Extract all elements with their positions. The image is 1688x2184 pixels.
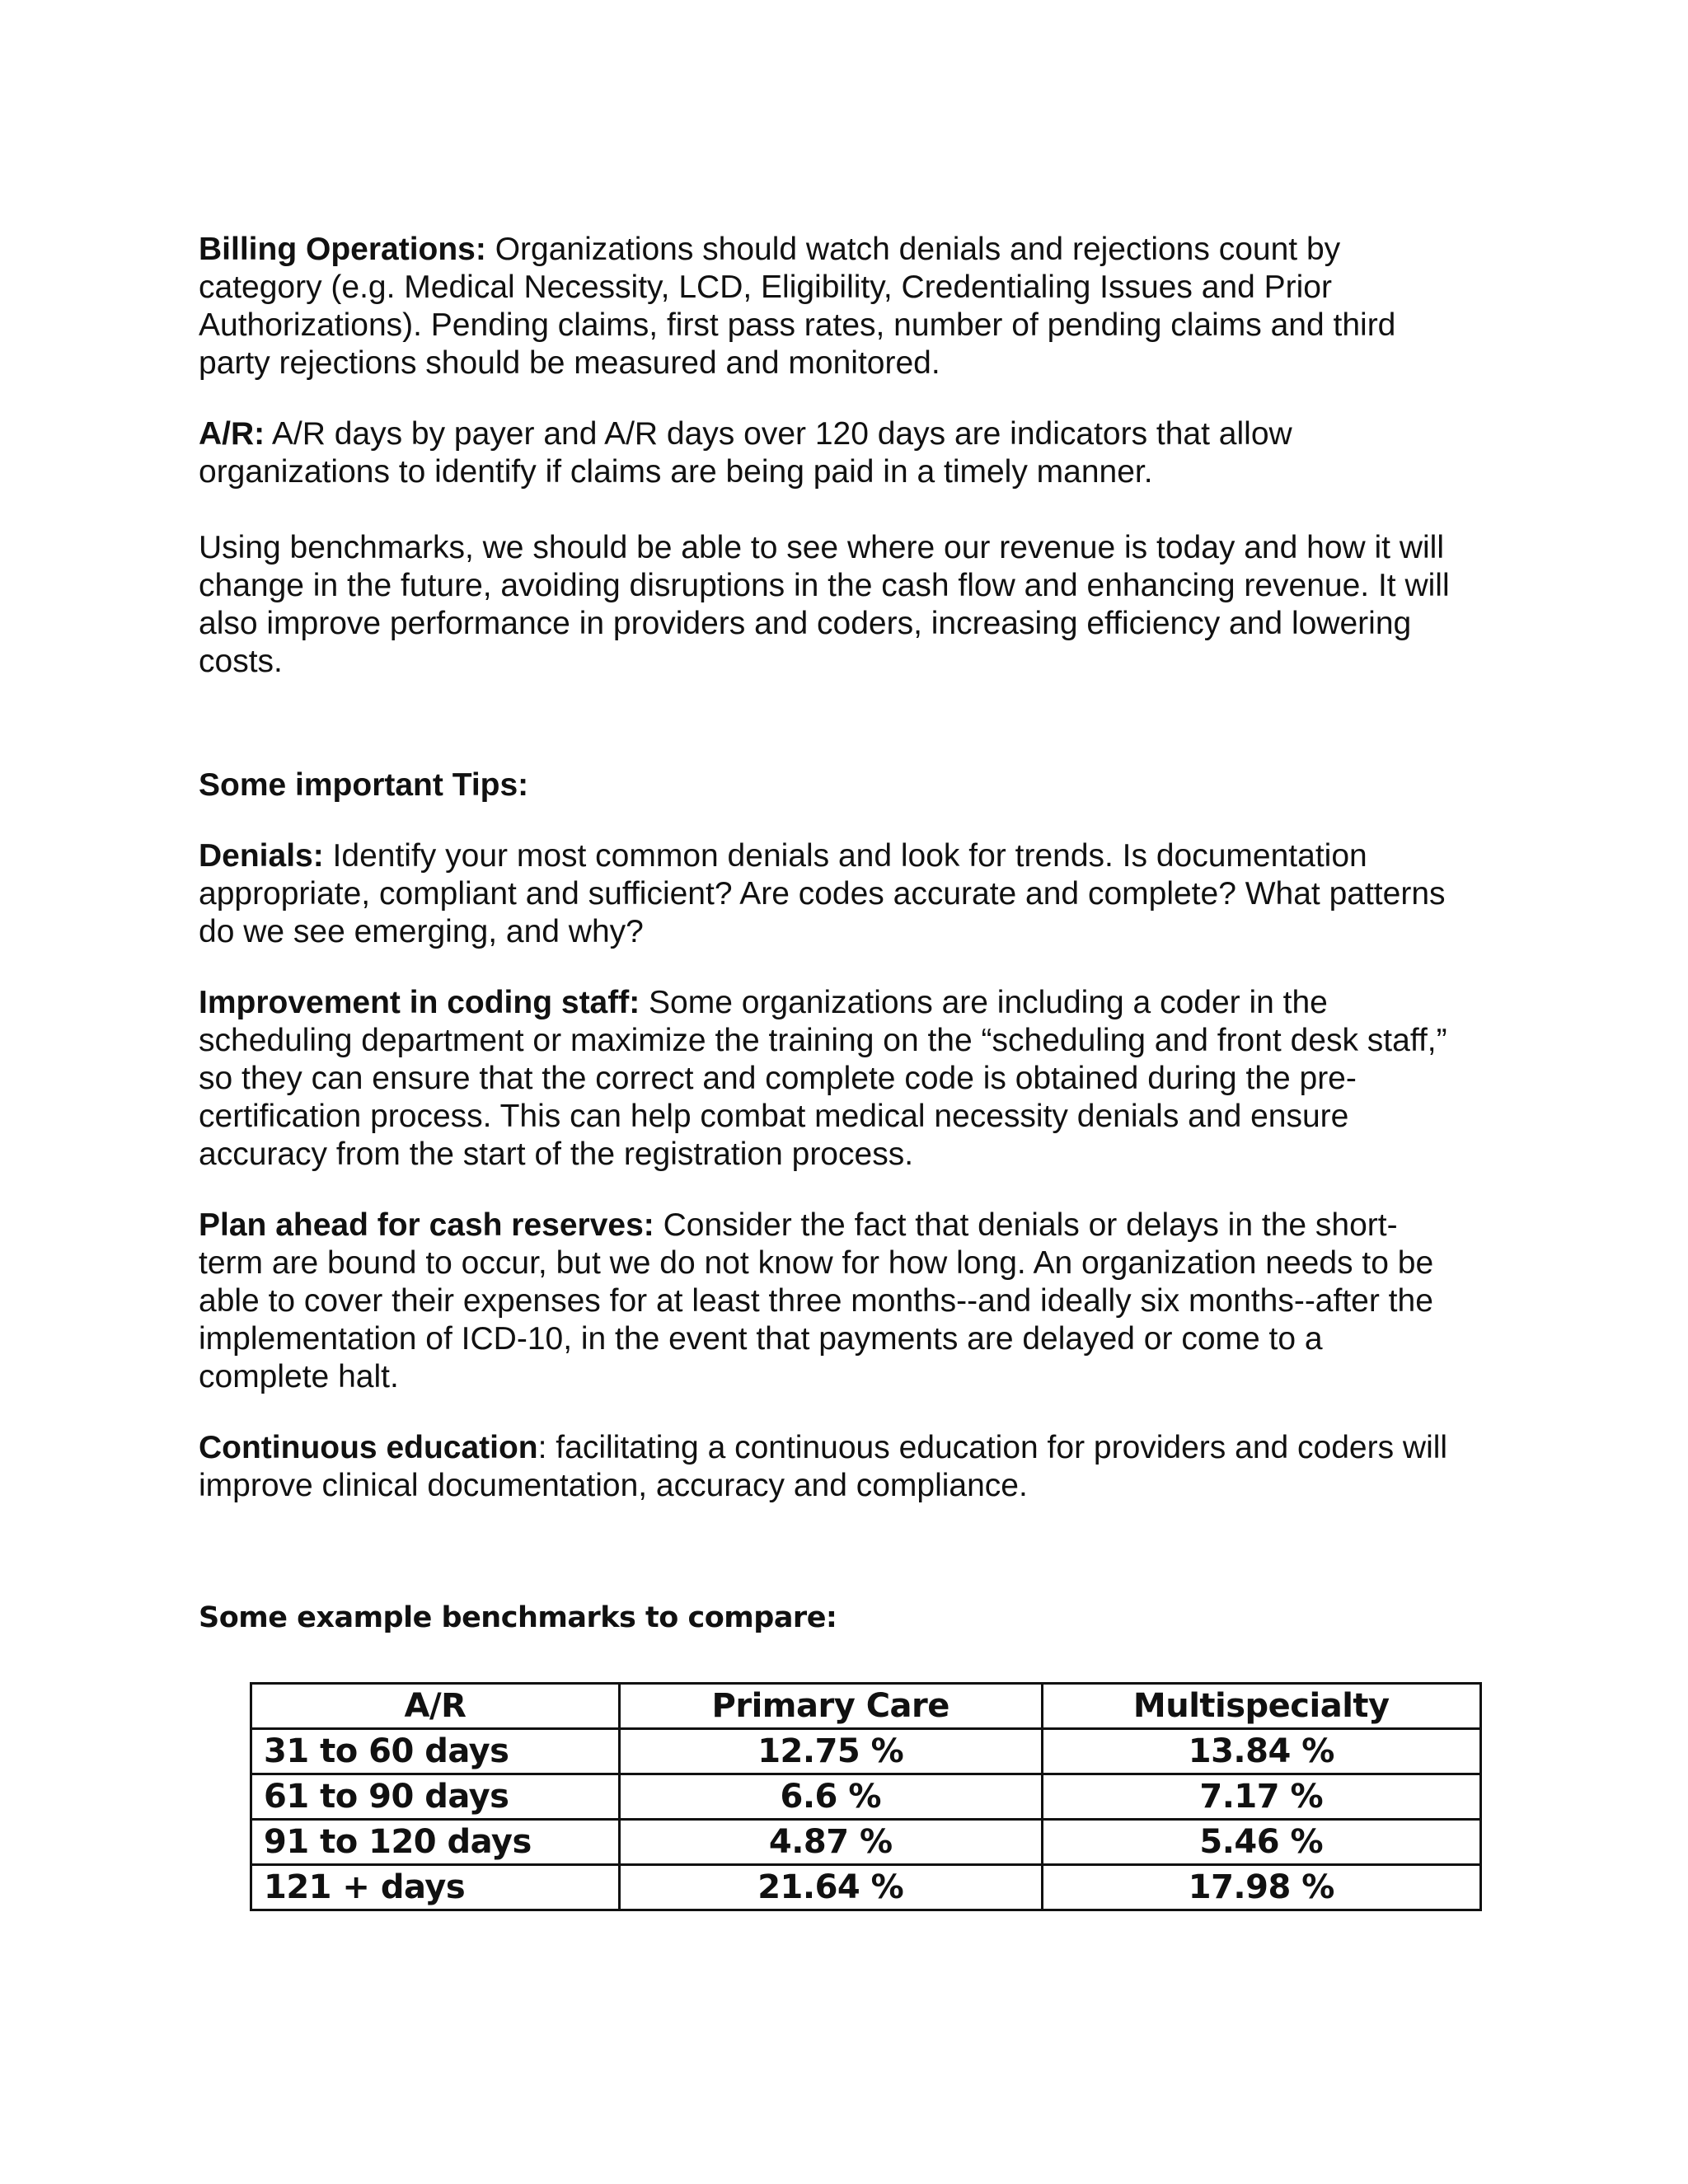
table-cell-primary-care: 21.64 % xyxy=(619,1865,1042,1910)
ar-label: A/R: xyxy=(199,416,265,452)
table-cell-multispecialty: 5.46 % xyxy=(1042,1820,1480,1865)
billing-line-1: Organizations should watch denials and rejections count by xyxy=(485,232,1341,267)
improvement-label: Improvement in coding staff: xyxy=(199,985,640,1020)
denials-line-3: do we see emerging, and why? xyxy=(199,914,644,949)
billing-line-2: category (e.g. Medical Necessity, LCD, Eligibility, Credentialing Issues and Prior xyxy=(199,269,1332,305)
benchmarks-intro-paragraph xyxy=(199,529,1501,681)
table-cell-multispecialty: 13.84 % xyxy=(1042,1729,1480,1774)
cash-reserves-paragraph xyxy=(199,1207,1501,1396)
table-cell-ar: 121 + days xyxy=(251,1865,620,1910)
denials-label: Denials: xyxy=(199,838,324,874)
denials-paragraph xyxy=(199,837,1501,951)
benchmarks-table xyxy=(250,1682,1482,1911)
billing-operations-label: Billing Operations: xyxy=(199,232,486,267)
improvement-line-1: Some organizations are including a coder in the xyxy=(640,985,1328,1020)
table-row xyxy=(251,1820,1481,1865)
improvement-paragraph xyxy=(199,984,1501,1174)
document-body xyxy=(199,231,1501,1505)
billing-line-4: party rejections should be measured and monitored. xyxy=(199,345,940,381)
benchmarks-intro-line-3: also improve performance in providers and coders, increasing efficiency and lowering xyxy=(199,606,1412,641)
table-cell-primary-care: 4.87 % xyxy=(619,1820,1042,1865)
cash-line-3: able to cover their expenses for at least three months--and ideally six months--after the xyxy=(199,1283,1433,1319)
improvement-line-5: accuracy from the start of the registration process. xyxy=(199,1137,914,1172)
cash-line-1: Consider the fact that denials or delays in the short- xyxy=(654,1207,1398,1243)
table-cell-primary-care: 6.6 % xyxy=(619,1774,1042,1820)
education-line-2: improve clinical documentation, accuracy and compliance. xyxy=(199,1468,1028,1503)
table-cell-primary-care: 12.75 % xyxy=(619,1729,1042,1774)
cash-line-2: term are bound to occur, but we do not know for how long. An organization needs to be xyxy=(199,1245,1434,1281)
table-cell-ar: 61 to 90 days xyxy=(251,1774,620,1820)
tips-heading: Some important Tips: xyxy=(199,767,529,803)
table-header-row xyxy=(251,1684,1481,1729)
table-cell-multispecialty: 17.98 % xyxy=(1042,1865,1480,1910)
cash-line-5: complete halt. xyxy=(199,1359,399,1394)
table-row xyxy=(251,1774,1481,1820)
table-cell-ar: 91 to 120 days xyxy=(251,1820,620,1865)
ar-paragraph xyxy=(199,415,1501,491)
improvement-line-2: scheduling department or maximize the training on the “scheduling and front desk staff,” xyxy=(199,1023,1447,1058)
table-row xyxy=(251,1865,1481,1910)
denials-line-2: appropriate, compliant and sufficient? Are codes accurate and complete? What patterns xyxy=(199,876,1446,912)
table-cell-multispecialty: 7.17 % xyxy=(1042,1774,1480,1820)
ar-line-1: A/R days by payer and A/R days over 120 days are indicators that allow xyxy=(265,416,1292,452)
table-header-primary-care: Primary Care xyxy=(619,1684,1042,1729)
denials-line-1: Identify your most common denials and look for trends. Is documentation xyxy=(323,838,1367,874)
improvement-line-4: certification process. This can help combat medical necessity denials and ensure xyxy=(199,1099,1349,1134)
benchmarks-intro-line-4: costs. xyxy=(199,644,283,679)
billing-line-3: Authorizations). Pending claims, first pass rates, number of pending claims and third xyxy=(199,307,1396,343)
billing-operations-paragraph xyxy=(199,231,1501,382)
table-header-ar: A/R xyxy=(251,1684,620,1729)
table-row xyxy=(251,1729,1481,1774)
cash-line-4: implementation of ICD-10, in the event that payments are delayed or come to a xyxy=(199,1321,1323,1357)
table-cell-ar: 31 to 60 days xyxy=(251,1729,620,1774)
education-line-1: : facilitating a continuous education for providers and coders will xyxy=(537,1430,1448,1465)
table-header-multispecialty: Multispecialty xyxy=(1042,1684,1480,1729)
benchmarks-intro-line-2: change in the future, avoiding disruptions in the cash flow and enhancing revenue. It will xyxy=(199,568,1450,603)
continuous-education-paragraph xyxy=(199,1429,1501,1505)
continuous-education-label: Continuous education xyxy=(199,1430,538,1465)
benchmarks-intro-line-1: Using benchmarks, we should be able to see where our revenue is today and how it will xyxy=(199,530,1445,565)
improvement-line-3: so they can ensure that the correct and complete code is obtained during the pre- xyxy=(199,1061,1357,1096)
cash-reserves-label: Plan ahead for cash reserves: xyxy=(199,1207,654,1243)
benchmarks-title: Some example benchmarks to compare: xyxy=(199,1601,837,1634)
ar-line-2: organizations to identify if claims are being paid in a timely manner. xyxy=(199,454,1153,490)
